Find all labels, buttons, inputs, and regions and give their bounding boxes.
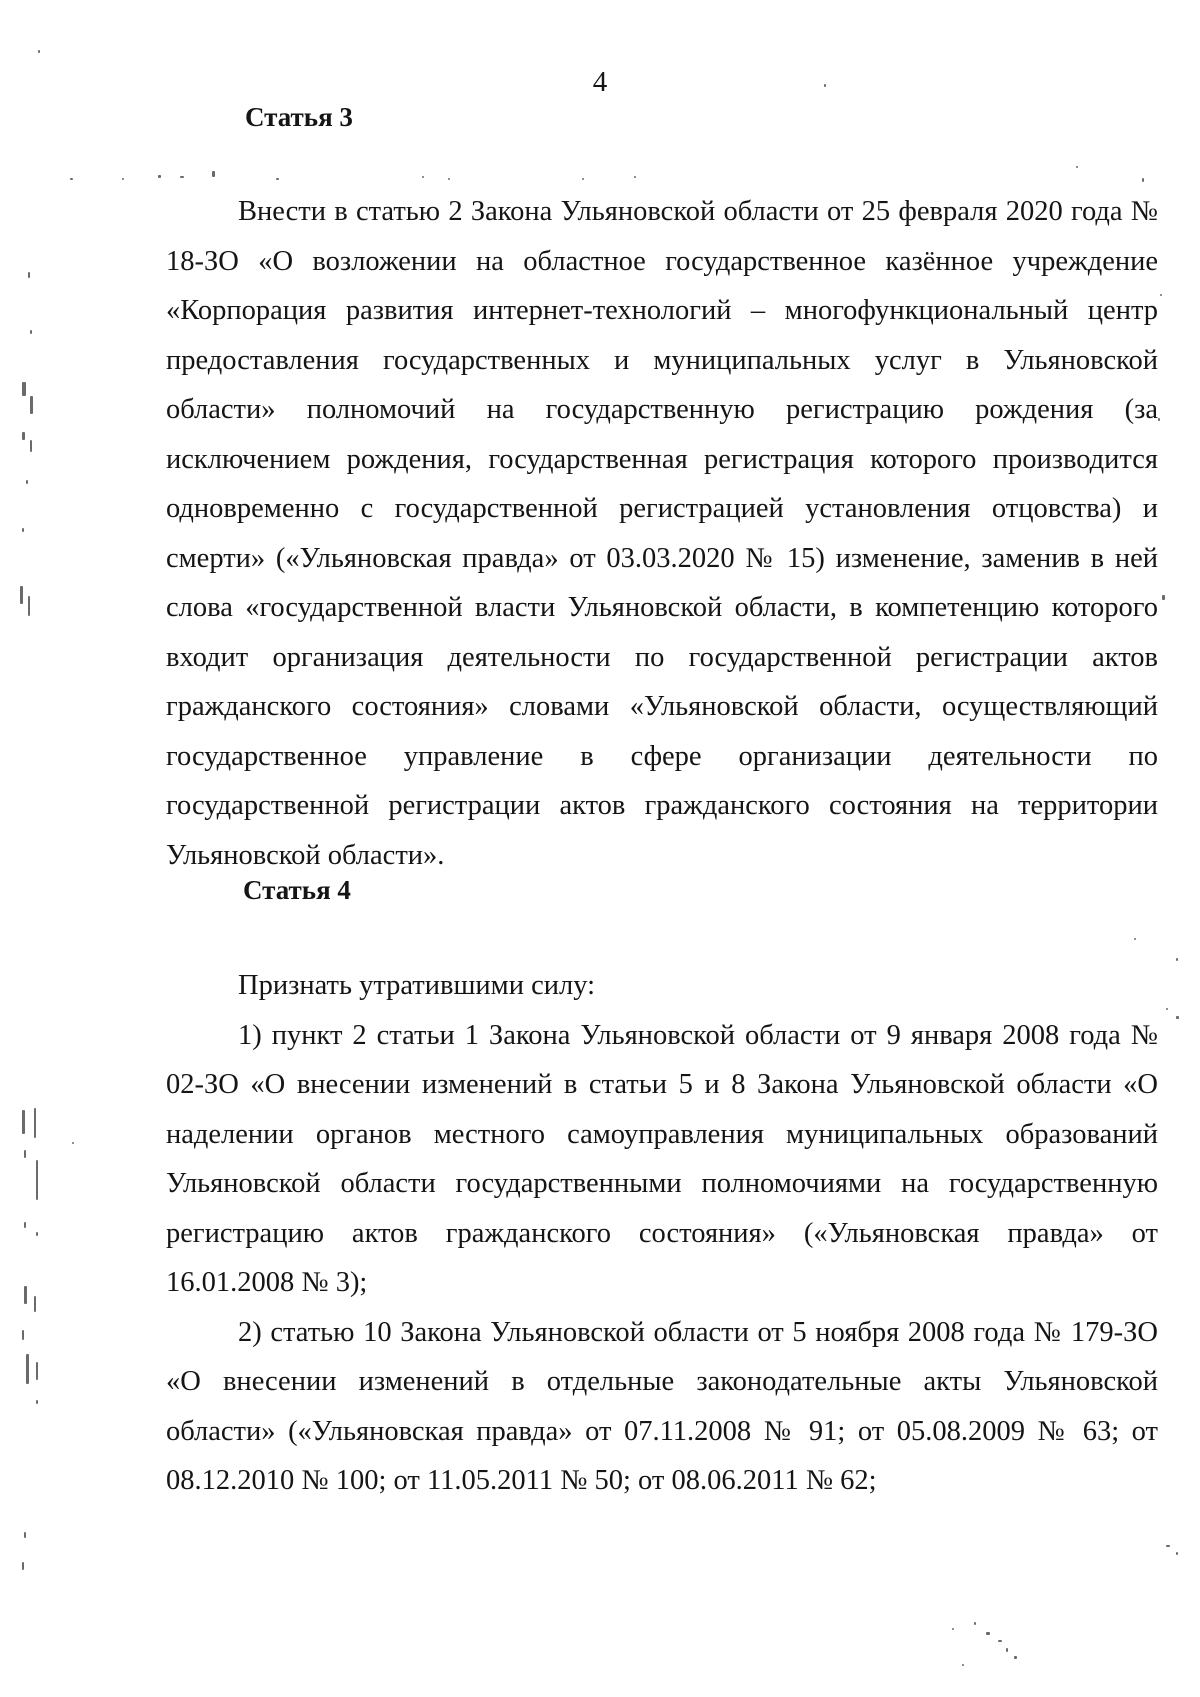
article-4-body [166, 961, 1158, 1506]
article-4-heading: Статья 4 [243, 875, 351, 905]
article-3-body [166, 187, 1158, 880]
article-4-intro: Признать утратившими силу: [238, 970, 595, 1001]
article-3-paragraph: Внести в статью 2 Закона Ульяновской области от 25 февраля 2020 года № 18-ЗО «О возложении на областное государственное казённое учреждение «Корпорация развития интернет-технологий – многофункциональный центр предоставления государственных и муниципальных услуг в Ульяновской области» полномочий на государственную регистрацию рождения (за исключением рождения, государственная регистрация которого производится одновременно с государственной регистрацией установления отцовства) и смерти» («Ульяновская правда» от 03.03.2020 № 15) изменение, заменив в ней слова «государственной власти Ульяновской области, в компетенцию которого входит организация деятельности по государственной регистрации актов гражданского состояния» словами «Ульяновской области, осуществляющий государственное управление в сфере организации деятельности по государственной регистрации актов гражданского состояния на территории Ульяновской области». [166, 196, 1158, 871]
article-3-heading: Статья 3 [245, 102, 353, 132]
page-number: 4 [592, 66, 608, 98]
article-4-item-2: 2) статью 10 Закона Ульяновской области от 5 ноября 2008 года № 179-ЗО «О внесении изменений в отдельные законодательные акты Ульяновской области» («Ульяновская правда» от 07.11.2008 № 91; от 05.08.2009 № 63; от 08.12.2010 № 100; от 11.05.2011 № 50; от 08.06.2011 № 62; [166, 1316, 1158, 1496]
article-4-item-1: 1) пункт 2 статьи 1 Закона Ульяновской области от 9 января 2008 года № 02-ЗО «О внесении изменений в статьи 5 и 8 Закона Ульяновской области «О наделении органов местного самоуправления муниципальных образований Ульяновской области государственными полномочиями на государственную регистрацию актов гражданского состояния» («Ульяновская правда» от 16.01.2008 № 3); [166, 1019, 1158, 1298]
